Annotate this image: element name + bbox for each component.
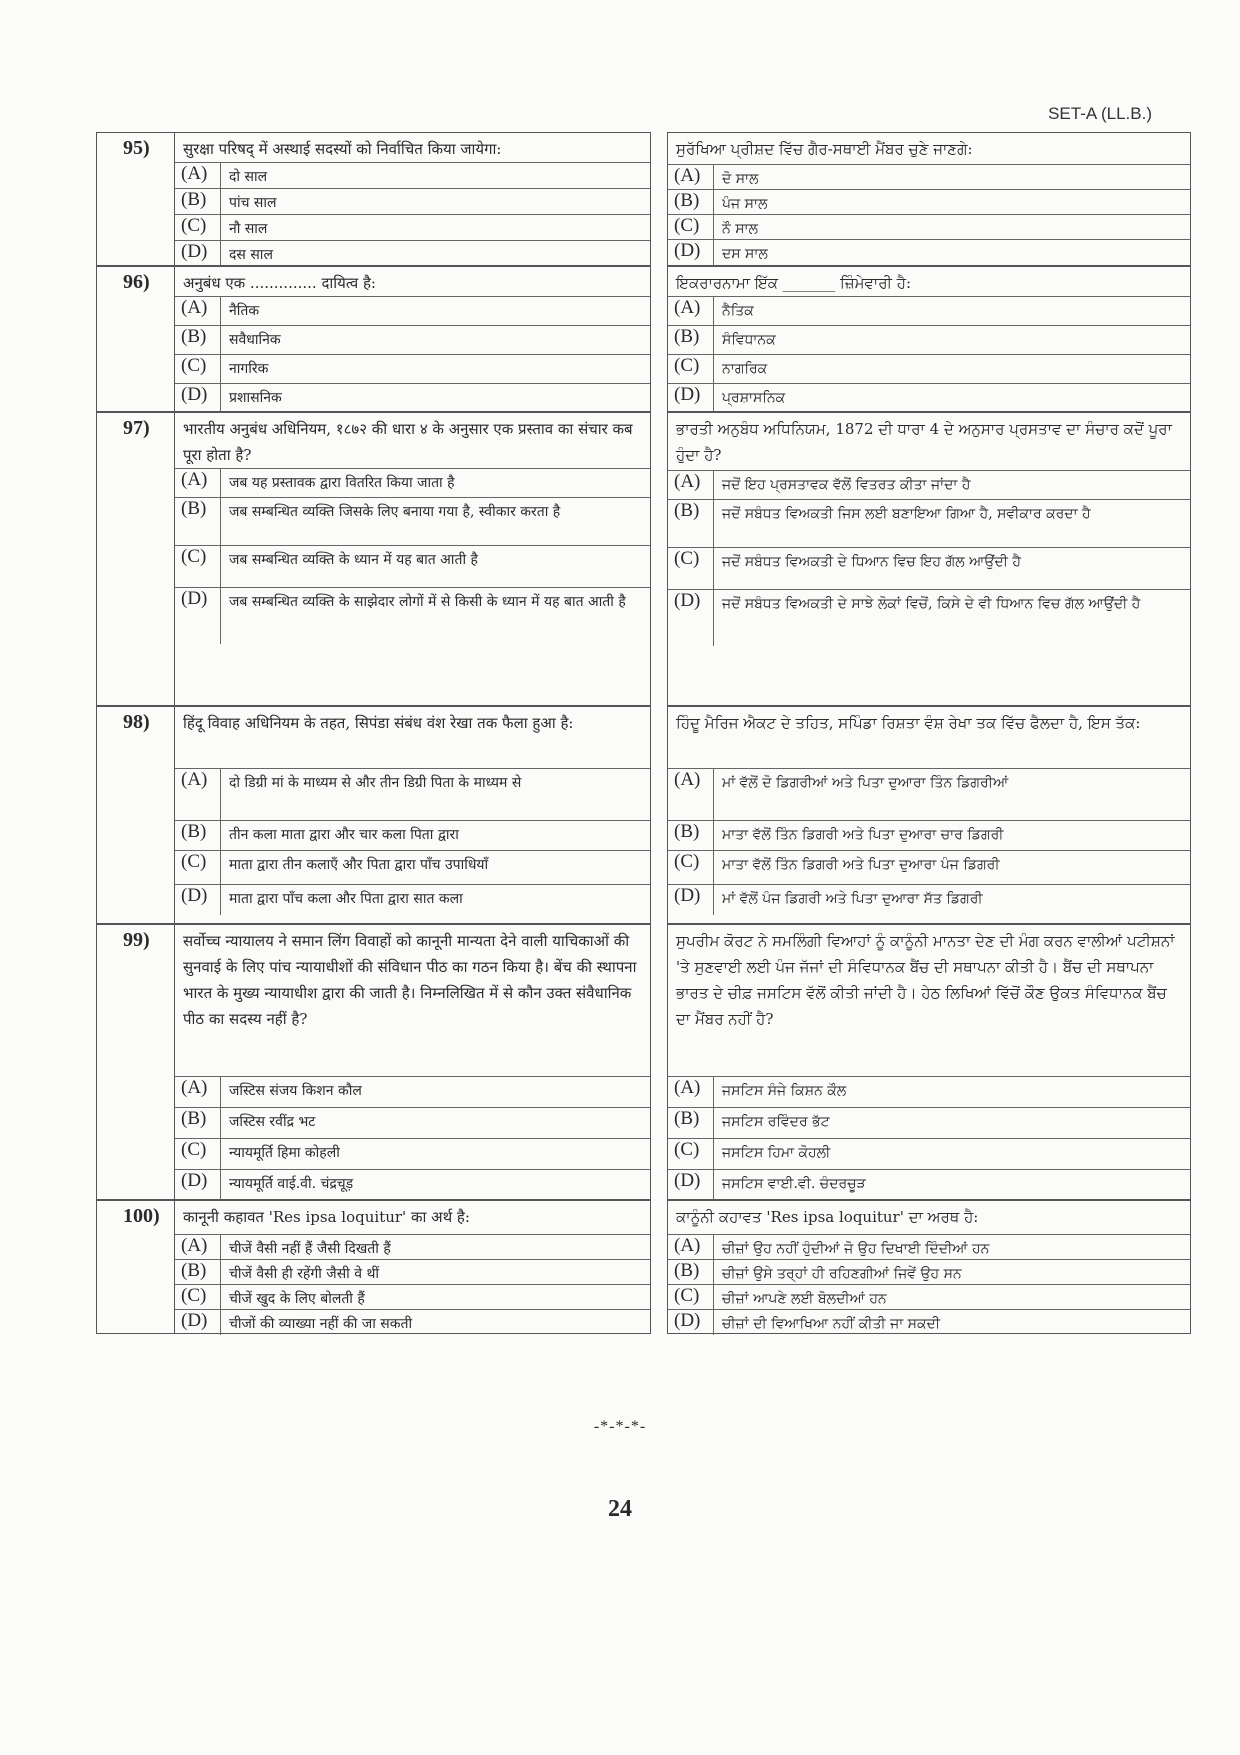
option-text: ਮਾਂ ਵੱਲੋਂ ਦੋ ਡਿਗਰੀਆਂ ਅਤੇ ਪਿਤਾ ਦੁਆਰਾ ਤਿੰਨ ਡਿਗਰੀਆਂ	[722, 775, 1009, 791]
hindi-option	[175, 769, 650, 821]
option-label: (D)	[175, 384, 221, 413]
hindi-question-stem: हिंदू विवाह अधिनियम के तहत, सिपंडा संबंध वंश रेखा तक फैला हुआ है:	[175, 707, 650, 769]
option-label: (D)	[175, 241, 221, 267]
hindi-option	[175, 1285, 650, 1310]
option-label: (C)	[668, 1285, 714, 1309]
option-text: माता द्वारा पाँच कला और पिता द्वारा सात कला	[229, 891, 463, 907]
hindi-column	[174, 1200, 651, 1334]
hindi-option	[175, 469, 650, 498]
option-label: (C)	[668, 851, 714, 884]
option-label: (A)	[668, 471, 714, 499]
option-text: चीजों की व्याख्या नहीं की जा सकती	[229, 1316, 413, 1332]
option-text: ਮਾਤਾ ਵੱਲੋਂ ਤਿੰਨ ਡਿਗਰੀ ਅਤੇ ਪਿਤਾ ਦੁਆਰਾ ਪੰਜ ਡਿਗਰੀ	[722, 857, 1000, 873]
option-text: माता द्वारा तीन कलाएँ और पिता द्वारा पाँच उपाधियाँ	[229, 857, 489, 873]
option-label: (A)	[668, 1077, 714, 1107]
hindi-option	[175, 1235, 650, 1260]
option-label: (A)	[668, 297, 714, 325]
option-text: ਜਦੋਂ ਸਬੰਧਤ ਵਿਅਕਤੀ ਦੇ ਸਾਝੇ ਲੋਕਾਂ ਵਿਚੋਂ, ਕਿਸੇ ਦੇ ਵੀ ਧਿਆਨ ਵਿਚ ਗੱਲ ਆਉਂਦੀ ਹੈ	[722, 596, 1141, 612]
option-text: चीजें खुद के लिए बोलती हैं	[229, 1291, 365, 1307]
option-text: तीन कला माता द्वारा और चार कला पिता द्वारा	[229, 827, 459, 843]
option-text: जस्टिस रवींद्र भट	[229, 1114, 316, 1130]
option-label: (B)	[668, 821, 714, 850]
question-row	[96, 266, 1191, 412]
option-text: जब यह प्रस्तावक द्वारा वितरित किया जाता है	[229, 475, 455, 491]
hindi-question-stem: सुरक्षा परिषद् में अस्थाई सदस्यों को निर्वाचित किया जायेगा:	[175, 133, 650, 163]
option-label: (C)	[175, 546, 221, 587]
option-text: ਦਸ ਸਾਲ	[722, 246, 768, 262]
option-label: (B)	[668, 190, 714, 214]
punjabi-column	[667, 266, 1191, 412]
hindi-question-stem: भारतीय अनुबंध अधिनियम, १८७२ की धारा ४ के अनुसार एक प्रस्ताव का संचार कब पूरा होता है?	[175, 413, 650, 469]
option-label: (A)	[175, 469, 221, 497]
page-number: 24	[608, 1496, 632, 1522]
option-label: (B)	[668, 1260, 714, 1284]
punjabi-option	[668, 500, 1190, 548]
punjabi-option	[668, 821, 1190, 851]
hindi-option	[175, 384, 650, 413]
option-label: (B)	[175, 821, 221, 850]
option-text: ਚੀਜ਼ਾਂ ਆਪਣੇ ਲਈ ਬੋਲਦੀਆਂ ਹਨ	[722, 1291, 887, 1307]
option-label: (B)	[175, 1108, 221, 1138]
hindi-option	[175, 588, 650, 644]
punjabi-question-stem: ਭਾਰਤੀ ਅਨੁਬੰਧ ਅਧਿਨਿਯਮ, 1872 ਦੀ ਧਾਰਾ 4 ਦੇ ਅਨੁਸਾਰ ਪ੍ਰਸਤਾਵ ਦਾ ਸੰਚਾਰ ਕਦੋਂ ਪੂਰਾ ਹੁੰਦਾ ਹੈ?	[668, 413, 1190, 471]
question-number: 95)	[96, 132, 174, 266]
hindi-column	[174, 266, 651, 412]
punjabi-option	[668, 471, 1190, 500]
hindi-option	[175, 297, 650, 326]
punjabi-column	[667, 132, 1191, 266]
option-text: न्यायमूर्ति हिमा कोहली	[229, 1145, 340, 1161]
option-text: जब सम्बन्धित व्यक्ति जिसके लिए बनाया गया है, स्वीकार करता है	[229, 504, 561, 520]
punjabi-option	[668, 1170, 1190, 1201]
option-text: ਚੀਜ਼ਾਂ ਉਸੇ ਤਰ੍ਹਾਂ ਹੀ ਰਹਿਣਗੀਆਂ ਜਿਵੇਂ ਉਹ ਸਨ	[722, 1266, 962, 1282]
option-text: जब सम्बन्धित व्यक्ति के साझेदार लोगों में से किसी के ध्यान में यह बात आती है	[229, 594, 626, 610]
punjabi-option	[668, 1285, 1190, 1310]
option-text: ਦੋ ਸਾਲ	[722, 171, 759, 187]
option-text: ਨਾਗਰਿਕ	[722, 361, 768, 377]
punjabi-question-stem: ਹਿੰਦੂ ਮੈਰਿਜ ਐਕਟ ਦੇ ਤਹਿਤ, ਸਪਿੰਡਾ ਰਿਸ਼ਤਾ ਵੰਸ਼ ਰੇਖਾ ਤਕ ਵਿੱਚ ਫੈਲਦਾ ਹੈ, ਇਸ ਤੱਕ:	[668, 707, 1190, 769]
punjabi-question-stem: ਇਕਰਾਰਨਾਮਾ ਇੱਕ _______ ਜ਼ਿੰਮੇਵਾਰੀ ਹੈ:	[668, 267, 1190, 297]
question-row	[96, 132, 1191, 266]
option-label: (B)	[175, 189, 221, 214]
option-text: चीजें वैसी ही रहेंगी जैसी वे थीं	[229, 1266, 380, 1282]
option-label: (D)	[175, 1310, 221, 1335]
option-text: ਨੌ ਸਾਲ	[722, 221, 758, 237]
option-label: (D)	[175, 1170, 221, 1201]
punjabi-option	[668, 1235, 1190, 1260]
option-label: (C)	[668, 548, 714, 589]
hindi-option	[175, 1077, 650, 1108]
option-text: पांच साल	[229, 195, 277, 211]
option-label: (B)	[175, 1260, 221, 1284]
hindi-option	[175, 1139, 650, 1170]
option-label: (D)	[668, 885, 714, 915]
punjabi-question-stem: ਸੁਪਰੀਮ ਕੋਰਟ ਨੇ ਸਮਲਿੰਗੀ ਵਿਆਹਾਂ ਨੂੰ ਕਾਨੂੰਨੀ ਮਾਨਤਾ ਦੇਣ ਦੀ ਮੰਗ ਕਰਨ ਵਾਲੀਆਂ ਪਟੀਸ਼ਨਾਂ 'ਤੇ ਸੁਣਵਾਈ ਲਈ ਪੰਜ ਜੱਜਾਂ ਦੀ ਸੰਵਿਧਾਨਕ ਬੈਂਚ ਦੀ ਸਥਾਪਨਾ ਕੀਤੀ ਹੈ। ਬੈਂਚ ਦੀ ਸਥਾਪਨਾ ਭਾਰਤ ਦੇ ਚੀਫ਼ ਜਸਟਿਸ ਵੱਲੋਂ ਕੀਤੀ ਜਾਂਦੀ ਹੈ। ਹੇਠ ਲਿਖਿਆਂ ਵਿੱਚੋਂ ਕੌਣ ਉਕਤ ਸੰਵਿਧਾਨਕ ਬੈਂਚ ਦਾ ਮੈਂਬਰ ਨਹੀਂ ਹੈ?	[668, 925, 1190, 1077]
hindi-option	[175, 241, 650, 267]
option-label: (B)	[668, 1108, 714, 1138]
option-label: (A)	[175, 163, 221, 188]
option-text: ਮਾਤਾ ਵੱਲੋਂ ਤਿੰਨ ਡਿਗਰੀ ਅਤੇ ਪਿਤਾ ਦੁਆਰਾ ਚਾਰ ਡਿਗਰੀ	[722, 827, 1004, 843]
option-text: नागरिक	[229, 361, 269, 377]
question-row	[96, 1200, 1191, 1334]
hindi-column	[174, 132, 651, 266]
hindi-question-stem: कानूनी कहावत 'Res ipsa loquitur' का अर्थ है:	[175, 1201, 650, 1235]
option-text: ਜਦੋਂ ਇਹ ਪ੍ਰਸਤਾਵਕ ਵੱਲੋਂ ਵਿਤਰਤ ਕੀਤਾ ਜਾਂਦਾ ਹੈ	[722, 477, 971, 493]
punjabi-option	[668, 1108, 1190, 1139]
hindi-column	[174, 924, 651, 1200]
option-label: (B)	[175, 498, 221, 545]
set-label: SET-A (LL.B.)	[1048, 104, 1152, 123]
option-text: ਜਦੋਂ ਸਬੰਧਤ ਵਿਅਕਤੀ ਦੇ ਧਿਆਨ ਵਿਚ ਇਹ ਗੱਲ ਆਉਂਦੀ ਹੈ	[722, 554, 1022, 570]
option-text: दो डिग्री मां के माध्यम से और तीन डिग्री पिता के माध्यम से	[229, 775, 522, 791]
option-text: जस्टिस संजय किशन कौल	[229, 1083, 362, 1099]
punjabi-option	[668, 215, 1190, 240]
option-label: (C)	[175, 851, 221, 884]
punjabi-option	[668, 297, 1190, 326]
option-text: जब सम्बन्धित व्यक्ति के ध्यान में यह बात आती है	[229, 552, 478, 568]
option-label: (B)	[668, 500, 714, 547]
option-label: (D)	[668, 384, 714, 413]
hindi-column	[174, 706, 651, 924]
question-number: 98)	[96, 706, 174, 924]
option-text: ਪ੍ਰਸ਼ਾਸਨਿਕ	[722, 390, 786, 406]
option-label: (C)	[668, 215, 714, 239]
punjabi-option	[668, 1077, 1190, 1108]
punjabi-option	[668, 769, 1190, 821]
question-row	[96, 924, 1191, 1200]
option-label: (A)	[175, 297, 221, 325]
punjabi-question-stem: ਸੁਰੱਖਿਆ ਪ੍ਰੀਸ਼ਦ ਵਿੱਚ ਗੈਰ-ਸਥਾਈ ਮੈਂਬਰ ਚੁਣੇ ਜਾਣਗੇ:	[668, 133, 1190, 165]
punjabi-option	[668, 1139, 1190, 1170]
punjabi-column	[667, 412, 1191, 706]
option-text: ਜਸਟਿਸ ਵਾਈ.ਵੀ. ਚੰਦਰਚੂੜ	[722, 1176, 866, 1192]
option-text: ਨੈਤਿਕ	[722, 303, 754, 319]
option-label: (A)	[175, 769, 221, 820]
punjabi-option	[668, 590, 1190, 646]
option-text: नैतिक	[229, 303, 260, 319]
question-number: 99)	[96, 924, 174, 1200]
hindi-column	[174, 412, 651, 706]
option-label: (A)	[668, 1235, 714, 1259]
punjabi-option	[668, 326, 1190, 355]
option-label: (C)	[175, 1285, 221, 1309]
end-mark: -*-*-*-	[593, 1418, 647, 1435]
option-label: (C)	[668, 355, 714, 383]
option-label: (D)	[668, 1310, 714, 1335]
option-text: सवैधानिक	[229, 332, 281, 348]
option-label: (A)	[668, 769, 714, 820]
question-number: 100)	[96, 1200, 174, 1334]
hindi-option	[175, 163, 650, 189]
option-text: ਜਦੋਂ ਸਬੰਧਤ ਵਿਅਕਤੀ ਜਿਸ ਲਈ ਬਣਾਇਆ ਗਿਆ ਹੈ, ਸਵੀਕਾਰ ਕਰਦਾ ਹੈ	[722, 506, 1091, 522]
option-text: ਚੀਜ਼ਾਂ ਉਹ ਨਹੀਂ ਹੁੰਦੀਆਂ ਜੋ ਉਹ ਦਿਖਾਈ ਦਿੰਦੀਆਂ ਹਨ	[722, 1241, 990, 1257]
hindi-option	[175, 546, 650, 588]
question-row	[96, 412, 1191, 706]
hindi-option	[175, 215, 650, 241]
punjabi-question-stem: ਕਾਨੂੰਨੀ ਕਹਾਵਤ 'Res ipsa loquitur' ਦਾ ਅਰਥ ਹੈ:	[668, 1201, 1190, 1235]
question-number: 96)	[96, 266, 174, 412]
option-text: ਮਾਂ ਵੱਲੋਂ ਪੰਜ ਡਿਗਰੀ ਅਤੇ ਪਿਤਾ ਦੁਆਰਾ ਸੱਤ ਡਿਗਰੀ	[722, 891, 983, 907]
option-label: (C)	[175, 215, 221, 240]
option-text: ਸੰਵਿਧਾਨਕ	[722, 332, 776, 348]
hindi-option	[175, 326, 650, 355]
punjabi-column	[667, 706, 1191, 924]
hindi-option	[175, 189, 650, 215]
punjabi-option	[668, 851, 1190, 885]
option-text: न्यायमूर्ति वाई.वी. चंद्रचूड़	[229, 1176, 354, 1192]
option-label: (C)	[175, 355, 221, 383]
option-label: (D)	[668, 590, 714, 646]
punjabi-option	[668, 165, 1190, 190]
hindi-option	[175, 498, 650, 546]
punjabi-column	[667, 1200, 1191, 1334]
option-label: (A)	[175, 1077, 221, 1107]
option-text: ਪੰਜ ਸਾਲ	[722, 196, 768, 212]
hindi-option	[175, 1108, 650, 1139]
option-text: ਜਸਟਿਸ ਰਵਿੰਦਰ ਭੱਟ	[722, 1114, 830, 1130]
hindi-option	[175, 821, 650, 851]
punjabi-option	[668, 1310, 1190, 1335]
punjabi-option	[668, 240, 1190, 267]
option-text: ਚੀਜ਼ਾਂ ਦੀ ਵਿਆਖਿਆ ਨਹੀਂ ਕੀਤੀ ਜਾ ਸਕਦੀ	[722, 1316, 941, 1332]
hindi-option	[175, 885, 650, 915]
option-label: (A)	[668, 165, 714, 189]
punjabi-column	[667, 924, 1191, 1200]
option-label: (D)	[175, 588, 221, 644]
option-label: (D)	[175, 885, 221, 915]
hindi-option	[175, 1260, 650, 1285]
punjabi-option	[668, 355, 1190, 384]
punjabi-option	[668, 190, 1190, 215]
option-label: (A)	[175, 1235, 221, 1259]
option-label: (D)	[668, 1170, 714, 1201]
hindi-question-stem: सर्वोच्च न्यायालय ने समान लिंग विवाहों को कानूनी मान्यता देने वाली याचिकाओं की सुनवाई के लिए पांच न्यायाधीशों की संविधान पीठ का गठन किया है। बेंच की स्थापना भारत के मुख्य न्यायाधीश द्वारा की जाती है। निम्नलिखित में से कौन उक्त संवैधानिक पीठ का सदस्य नहीं है?	[175, 925, 650, 1077]
hindi-option	[175, 1310, 650, 1335]
question-row	[96, 706, 1191, 924]
punjabi-option	[668, 1260, 1190, 1285]
option-label: (D)	[668, 240, 714, 267]
punjabi-option	[668, 885, 1190, 915]
option-text: प्रशासनिक	[229, 390, 282, 406]
option-label: (B)	[668, 326, 714, 354]
question-number: 97)	[96, 412, 174, 706]
hindi-option	[175, 851, 650, 885]
option-text: चीजें वैसी नहीं हैं जैसी दिखती हैं	[229, 1241, 391, 1257]
option-text: दस साल	[229, 247, 273, 263]
option-text: ਜਸਟਿਸ ਹਿਮਾ ਕੋਹਲੀ	[722, 1145, 831, 1161]
hindi-question-stem: अनुबंध एक .............. दायित्व है:	[175, 267, 650, 297]
option-label: (B)	[175, 326, 221, 354]
hindi-option	[175, 1170, 650, 1201]
option-text: नौ साल	[229, 221, 268, 237]
punjabi-option	[668, 384, 1190, 413]
hindi-option	[175, 355, 650, 384]
punjabi-option	[668, 548, 1190, 590]
option-text: ਜਸਟਿਸ ਸੰਜੇ ਕਿਸ਼ਨ ਕੌਲ	[722, 1083, 847, 1099]
option-label: (C)	[668, 1139, 714, 1169]
option-label: (C)	[175, 1139, 221, 1169]
option-text: दो साल	[229, 169, 268, 185]
